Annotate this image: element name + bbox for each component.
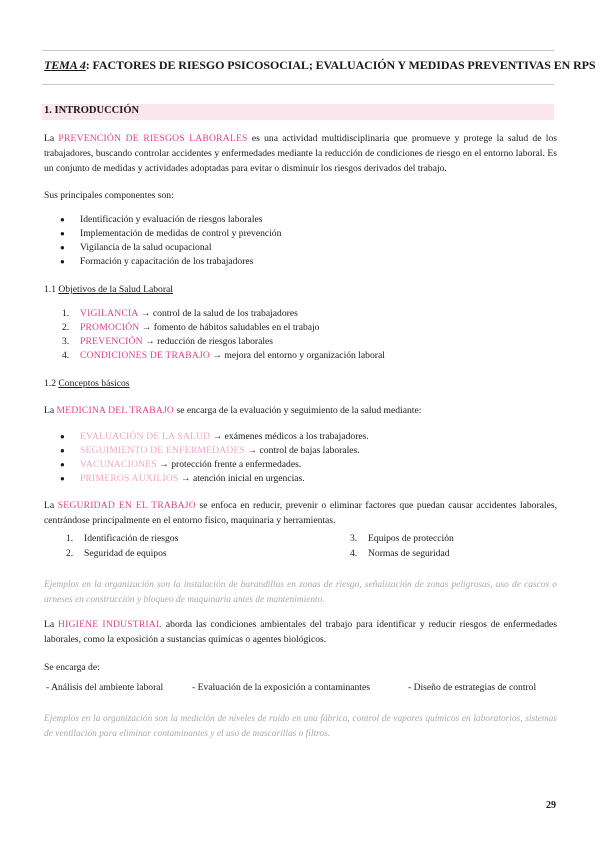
title-text: : FACTORES DE RIESGO PSICOSOCIAL; EVALUACIÓN Y MEDIDAS PREVENTIVAS EN RPS	[85, 58, 596, 72]
intro-text: es una actividad multidisciplinaria que promueve y protege la salud de los trabajadores, buscando controlar accidentes y enfermedades mediante la reducción de condiciones de riesgo en el entorno laboral. Es un conjunto de medidas y actividades adoptadas para evitar o disminuir los riesgos derivados del trabajo.	[44, 133, 557, 174]
list-item: 2. PROMOCIÓN → fomento de hábitos saludables en el trabajo	[62, 322, 320, 333]
section-heading: 1. INTRODUCCIÓN	[44, 105, 140, 116]
list-item: 3. Equipos de protección	[350, 533, 454, 544]
list-item: ● Vigilancia de la salud ocupacional	[60, 242, 212, 253]
subheading-objetivos: 1.1 Objetivos de la Salud Laboral	[44, 284, 173, 295]
list-item: ● Identificación y evaluación de riesgos laborales	[60, 214, 263, 225]
list-item: ● SEGUIMIENTO DE ENFERMEDADES → control de bajas laborales.	[60, 445, 360, 456]
higiene-lead: Se encarga de:	[44, 662, 100, 673]
bullet-icon: ●	[60, 446, 65, 455]
subheading-conceptos: 1.2 Conceptos básicos	[44, 378, 130, 389]
bullet-icon: ●	[60, 474, 65, 483]
bullet-icon: ●	[60, 432, 65, 441]
list-row	[66, 531, 536, 546]
list-item: 1. VIGILANCIA → control de la salud de los trabajadores	[62, 308, 298, 319]
tema-label: TEMA 4	[44, 58, 86, 72]
list-item: ● Implementación de medidas de control y prevención	[60, 228, 282, 239]
bullet-icon: ●	[60, 257, 65, 266]
higiene-paragraph: La HIGIENE INDUSTRIAL aborda las condiciones ambientales del trabajo para identificar y reducir riesgos de enfermedades laborales, como la exposición a sustancias químicas o agentes biológicos.	[44, 619, 557, 645]
section-heading-bar	[42, 104, 554, 120]
seguridad-term: SEGURIDAD EN EL TRABAJO	[57, 500, 196, 511]
higiene-example: Ejemplos en la organización son la medición de niveles de ruido en una fábrica, control de vapores químicos en laboratorios, sistemas de ventilación para eliminar contaminantes y el uso de mascarillas o filtros.	[44, 714, 557, 739]
list-item: ● EVALUACIÓN DE LA SALUD → exámenes médicos a los trabajadores.	[60, 431, 369, 442]
title-bottom-rule	[42, 84, 554, 85]
function-item: - Diseño de estrategias de control	[408, 682, 537, 693]
function-item: - Evaluación de la exposición a contaminantes	[192, 682, 370, 693]
list-row	[66, 546, 536, 561]
seguridad-list	[66, 531, 536, 561]
bullet-icon: ●	[60, 215, 65, 224]
objectives-list	[62, 307, 385, 363]
medicina-list	[60, 430, 369, 486]
prl-term: PREVENCIÓN DE RIESGOS LABORALES	[58, 133, 248, 144]
top-rule	[42, 50, 554, 51]
list-item: 4. CONDICIONES DE TRABAJO → mejora del entorno y organización laboral	[62, 350, 385, 361]
list-item: ● PRIMEROS AUXILIOS → atención inicial en urgencias.	[60, 473, 305, 484]
intro-prefix: La	[44, 133, 59, 144]
components-list	[60, 213, 281, 269]
bullet-icon: ●	[60, 229, 65, 238]
list-item: 3. PREVENCIÓN → reducción de riesgos laborales	[62, 336, 274, 347]
medicina-term: MEDICINA DEL TRABAJO	[56, 405, 175, 416]
intro-paragraph	[44, 131, 557, 176]
list-item: 1. Identificación de riesgos	[66, 533, 179, 544]
list-item: 4. Normas de seguridad	[350, 548, 450, 559]
list-item: ● Formación y capacitación de los trabajadores	[60, 256, 254, 267]
bullet-icon: ●	[60, 460, 65, 469]
list-item: 2. Seguridad de equipos	[66, 548, 167, 559]
seguridad-example: Ejemplos en la organización son la instalación de barandillas en zonas de riesgo, señalización de zonas peligrosas, uso de cascos o arneses en construcción y bloqueo de maquinaria antes de mantenimiento.	[44, 580, 557, 605]
page-title	[44, 58, 596, 73]
bullet-icon: ●	[60, 243, 65, 252]
seguridad-paragraph: La SEGURIDAD EN EL TRABAJO se enfoca en reducir, prevenir o eliminar factores que puedan causar accidentes laborales, centrándose principalmente en el entorno físico, maquinaria y herramientas.	[44, 500, 557, 526]
higiene-term: HIGIENE INDUSTRIAL	[58, 619, 162, 630]
components-lead: Sus principales componentes son:	[44, 190, 174, 201]
list-item: ● VACUNACIONES → protección frente a enfermedades.	[60, 459, 302, 470]
medicina-paragraph: La MEDICINA DEL TRABAJO se encarga de la evaluación y seguimiento de la salud mediante:	[44, 405, 422, 416]
page-number: 29	[546, 800, 556, 811]
function-item: - Análisis del ambiente laboral	[46, 682, 164, 693]
